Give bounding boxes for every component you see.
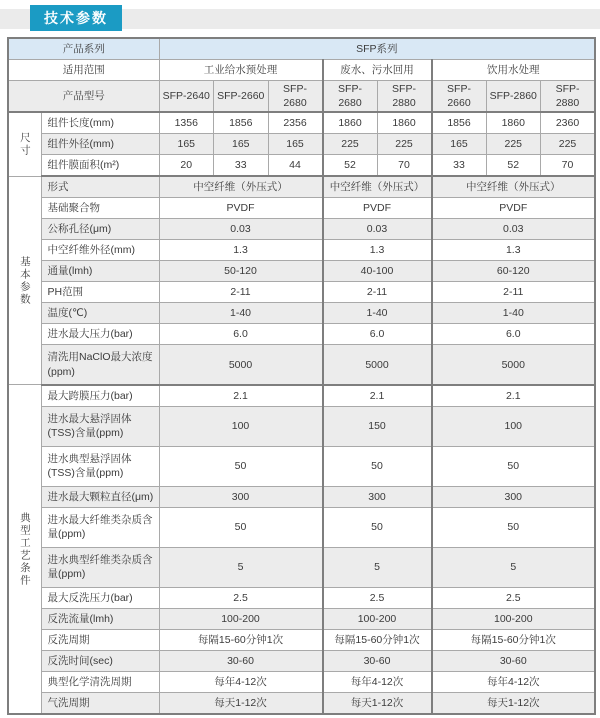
scope-wastewater: 废水、污水回用 bbox=[323, 60, 432, 81]
param-value: 1860 bbox=[486, 112, 541, 134]
param-value: 2360 bbox=[541, 112, 596, 134]
table-row bbox=[8, 671, 595, 692]
param-label: 进水最大纤维类杂质含量(ppm) bbox=[41, 507, 159, 547]
param-value: 1856 bbox=[214, 112, 269, 134]
param-value: 60-120 bbox=[432, 261, 596, 282]
param-value: 1356 bbox=[159, 112, 214, 134]
model-header: SFP-2680 bbox=[323, 81, 378, 113]
param-value: 52 bbox=[486, 155, 541, 177]
param-value: 0.03 bbox=[432, 219, 596, 240]
param-value: 中空纤维（外压式） bbox=[159, 176, 323, 198]
param-value: 每隔15-60分钟1次 bbox=[432, 629, 596, 650]
param-label: 进水典型纤维类杂质含量(ppm) bbox=[41, 547, 159, 587]
table-row bbox=[8, 282, 595, 303]
model-header: SFP-2660 bbox=[432, 81, 487, 113]
param-label: 气洗周期 bbox=[41, 692, 159, 714]
param-value: 30-60 bbox=[432, 650, 596, 671]
param-value: 300 bbox=[323, 486, 432, 507]
series-value: SFP系列 bbox=[159, 38, 595, 60]
param-value: PVDF bbox=[159, 198, 323, 219]
param-value: 50 bbox=[432, 507, 596, 547]
param-value: 5000 bbox=[432, 345, 596, 385]
table-row bbox=[8, 507, 595, 547]
table-row bbox=[8, 176, 595, 198]
table-row bbox=[8, 692, 595, 714]
param-value: 2.1 bbox=[323, 385, 432, 407]
param-label: 公称孔径(μm) bbox=[41, 219, 159, 240]
param-value: 165 bbox=[214, 134, 269, 155]
param-value: 1-40 bbox=[159, 303, 323, 324]
param-value: 165 bbox=[159, 134, 214, 155]
param-value: 225 bbox=[486, 134, 541, 155]
param-value: 50 bbox=[159, 507, 323, 547]
param-label: 基础聚合物 bbox=[41, 198, 159, 219]
param-label: 组件膜面积(m²) bbox=[41, 155, 159, 177]
param-value: 1.3 bbox=[159, 240, 323, 261]
page-title: 技术参数 bbox=[30, 5, 122, 31]
model-header: SFP-2680 bbox=[268, 81, 323, 113]
param-value: 每天1-12次 bbox=[159, 692, 323, 714]
param-value: 每隔15-60分钟1次 bbox=[159, 629, 323, 650]
param-value: 30-60 bbox=[159, 650, 323, 671]
param-value: 每年4-12次 bbox=[432, 671, 596, 692]
param-value: 1860 bbox=[323, 112, 378, 134]
param-label: PH范围 bbox=[41, 282, 159, 303]
table-row bbox=[8, 547, 595, 587]
param-value: 中空纤维（外压式） bbox=[323, 176, 432, 198]
param-value: 33 bbox=[432, 155, 487, 177]
param-value: 每天1-12次 bbox=[432, 692, 596, 714]
param-value: 0.03 bbox=[159, 219, 323, 240]
param-value: 6.0 bbox=[159, 324, 323, 345]
param-value: 6.0 bbox=[432, 324, 596, 345]
scope-label: 适用范围 bbox=[8, 60, 159, 81]
model-label: 产品型号 bbox=[8, 81, 159, 113]
table-row bbox=[8, 198, 595, 219]
param-value: PVDF bbox=[432, 198, 596, 219]
param-value: 2.5 bbox=[159, 587, 323, 608]
model-header: SFP-2880 bbox=[377, 81, 432, 113]
param-value: 44 bbox=[268, 155, 323, 177]
param-label: 反洗流量(lmh) bbox=[41, 608, 159, 629]
param-value: 每年4-12次 bbox=[159, 671, 323, 692]
param-value: 2.1 bbox=[432, 385, 596, 407]
param-value: 70 bbox=[541, 155, 596, 177]
scope-industrial: 工业给水预处理 bbox=[159, 60, 323, 81]
param-label: 最大反洗压力(bar) bbox=[41, 587, 159, 608]
param-value: 1-40 bbox=[323, 303, 432, 324]
param-value: 5000 bbox=[323, 345, 432, 385]
table-row bbox=[8, 112, 595, 134]
param-value: 52 bbox=[323, 155, 378, 177]
param-value: 2.1 bbox=[159, 385, 323, 407]
param-value: 2.5 bbox=[432, 587, 596, 608]
table-row bbox=[8, 406, 595, 446]
param-label: 通量(lmh) bbox=[41, 261, 159, 282]
section-group-label: 典型工艺条件 bbox=[8, 385, 41, 714]
table-row bbox=[8, 134, 595, 155]
table-row bbox=[8, 324, 595, 345]
param-value: 165 bbox=[432, 134, 487, 155]
param-value: 每天1-12次 bbox=[323, 692, 432, 714]
table-row bbox=[8, 303, 595, 324]
table-row bbox=[8, 486, 595, 507]
title-band bbox=[0, 9, 600, 29]
param-label: 进水最大颗粒直径(μm) bbox=[41, 486, 159, 507]
param-value: 300 bbox=[159, 486, 323, 507]
param-label: 组件长度(mm) bbox=[41, 112, 159, 134]
param-value: 50 bbox=[432, 446, 596, 486]
table-row bbox=[8, 587, 595, 608]
section-group-label: 尺寸 bbox=[8, 112, 41, 176]
param-value: 1860 bbox=[377, 112, 432, 134]
param-value: 100-200 bbox=[159, 608, 323, 629]
param-value: 20 bbox=[159, 155, 214, 177]
param-label: 最大跨膜压力(bar) bbox=[41, 385, 159, 407]
param-value: 1856 bbox=[432, 112, 487, 134]
param-value: 50 bbox=[323, 507, 432, 547]
table-row bbox=[8, 608, 595, 629]
model-header: SFP-2640 bbox=[159, 81, 214, 113]
param-value: 70 bbox=[377, 155, 432, 177]
param-label: 温度(℃) bbox=[41, 303, 159, 324]
param-value: 2356 bbox=[268, 112, 323, 134]
param-value: 300 bbox=[432, 486, 596, 507]
param-value: 2-11 bbox=[323, 282, 432, 303]
param-value: 100-200 bbox=[432, 608, 596, 629]
section-group-label: 基本参数 bbox=[8, 176, 41, 385]
table-row bbox=[8, 446, 595, 486]
param-value: 100 bbox=[159, 406, 323, 446]
series-label: 产品系列 bbox=[8, 38, 159, 60]
param-value: 100 bbox=[432, 406, 596, 446]
param-label: 进水最大悬浮固体(TSS)含量(ppm) bbox=[41, 406, 159, 446]
param-label: 清洗用NaClO最大浓度(ppm) bbox=[41, 345, 159, 385]
table-row bbox=[8, 650, 595, 671]
model-header: SFP-2860 bbox=[486, 81, 541, 113]
param-value: 0.03 bbox=[323, 219, 432, 240]
table-row bbox=[8, 155, 595, 177]
series-row bbox=[8, 38, 595, 60]
table-row bbox=[8, 345, 595, 385]
param-value: 1.3 bbox=[432, 240, 596, 261]
param-value: 1-40 bbox=[432, 303, 596, 324]
param-label: 反洗时间(sec) bbox=[41, 650, 159, 671]
model-row bbox=[8, 81, 595, 113]
param-value: 100-200 bbox=[323, 608, 432, 629]
param-value: 165 bbox=[268, 134, 323, 155]
table-row bbox=[8, 219, 595, 240]
param-label: 典型化学清洗周期 bbox=[41, 671, 159, 692]
param-value: 50-120 bbox=[159, 261, 323, 282]
param-value: 2-11 bbox=[159, 282, 323, 303]
param-value: 225 bbox=[541, 134, 596, 155]
param-value: 1.3 bbox=[323, 240, 432, 261]
param-value: 33 bbox=[214, 155, 269, 177]
param-value: 中空纤维（外压式） bbox=[432, 176, 596, 198]
table-row bbox=[8, 261, 595, 282]
param-value: 2-11 bbox=[432, 282, 596, 303]
param-value: 150 bbox=[323, 406, 432, 446]
spec-table bbox=[7, 37, 596, 715]
param-value: 5 bbox=[432, 547, 596, 587]
model-header: SFP-2660 bbox=[214, 81, 269, 113]
scope-row bbox=[8, 60, 595, 81]
param-label: 反洗周期 bbox=[41, 629, 159, 650]
param-value: 5 bbox=[323, 547, 432, 587]
param-value: 5000 bbox=[159, 345, 323, 385]
param-value: 50 bbox=[323, 446, 432, 486]
param-label: 进水典型悬浮固体(TSS)含量(ppm) bbox=[41, 446, 159, 486]
scope-drinking: 饮用水处理 bbox=[432, 60, 596, 81]
param-value: 40-100 bbox=[323, 261, 432, 282]
param-value: 每隔15-60分钟1次 bbox=[323, 629, 432, 650]
param-value: 5 bbox=[159, 547, 323, 587]
param-label: 进水最大压力(bar) bbox=[41, 324, 159, 345]
param-value: 225 bbox=[377, 134, 432, 155]
param-label: 组件外径(mm) bbox=[41, 134, 159, 155]
param-value: 每年4-12次 bbox=[323, 671, 432, 692]
param-value: 50 bbox=[159, 446, 323, 486]
param-value: PVDF bbox=[323, 198, 432, 219]
param-value: 30-60 bbox=[323, 650, 432, 671]
table-row bbox=[8, 240, 595, 261]
param-value: 6.0 bbox=[323, 324, 432, 345]
param-value: 225 bbox=[323, 134, 378, 155]
table-row bbox=[8, 385, 595, 407]
param-value: 2.5 bbox=[323, 587, 432, 608]
param-label: 形式 bbox=[41, 176, 159, 198]
model-header: SFP-2880 bbox=[541, 81, 596, 113]
table-row bbox=[8, 629, 595, 650]
param-label: 中空纤维外径(mm) bbox=[41, 240, 159, 261]
